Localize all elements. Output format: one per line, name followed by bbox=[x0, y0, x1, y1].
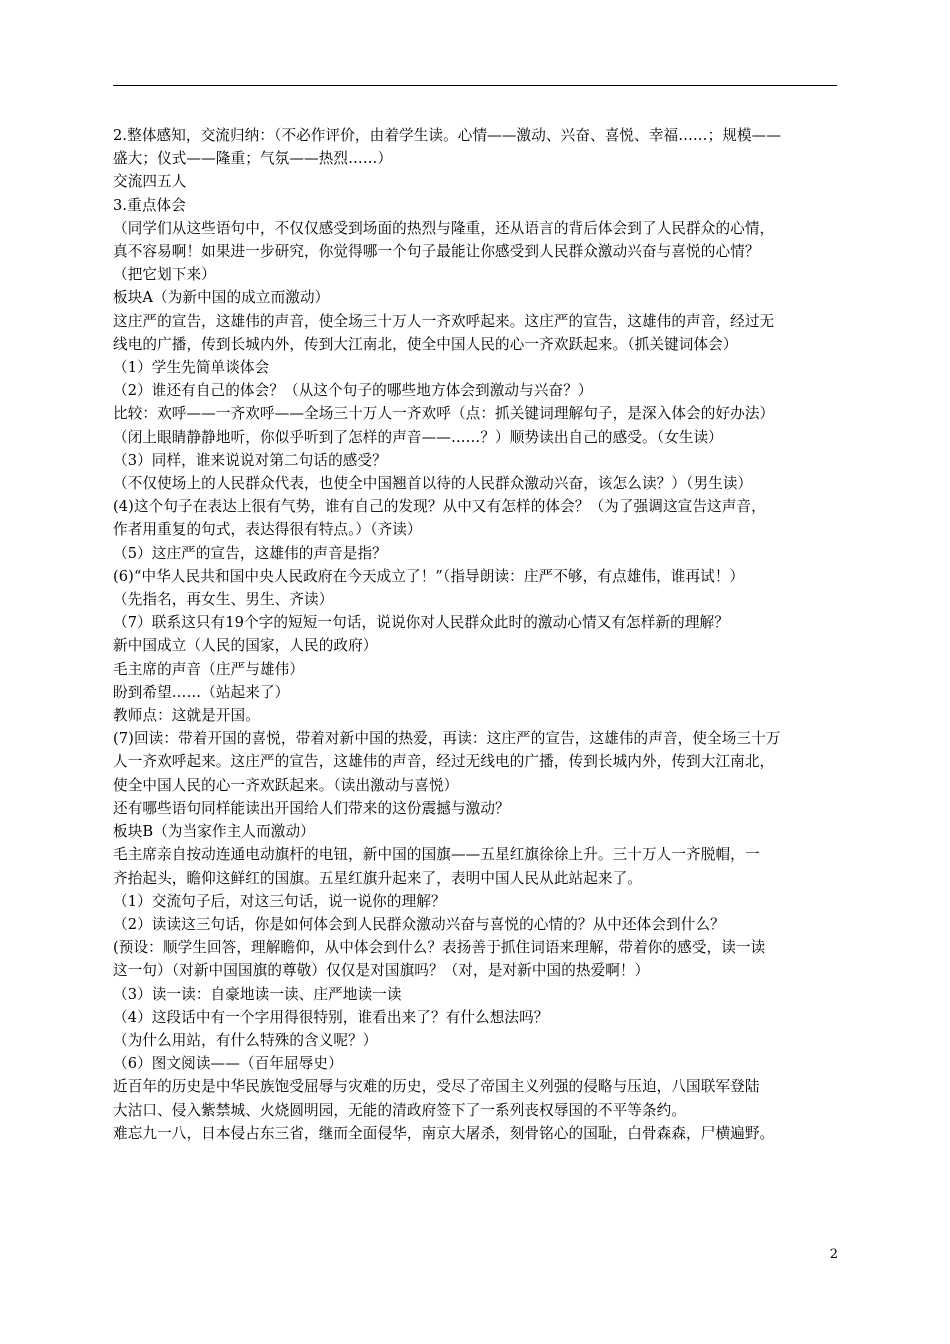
header-rule bbox=[113, 85, 837, 86]
document-body bbox=[113, 124, 839, 1145]
text-line: 板块B（为当家作主人而激动） bbox=[113, 823, 315, 841]
text-line: 齐抬起头，瞻仰这鲜红的国旗。五星红旗升起来了，表明中国人民从此站起来了。 bbox=[113, 869, 642, 887]
text-line: 3.重点体会 bbox=[113, 196, 186, 214]
text-line: （闭上眼睛静静地听，你似乎听到了怎样的声音——……？）顺势读出自己的感受。（女生读） bbox=[113, 428, 723, 446]
text-line: 这一句）（对新中国国旗的尊敬）仅仅是对国旗吗？（对，是对新中国的热爱啊！） bbox=[113, 962, 650, 980]
text-line: 难忘九一八，日本侵占东三省，继而全面侵华，南京大屠杀，刻骨铭心的国耻，白骨森森，尸横遍野。 bbox=[113, 1124, 775, 1142]
text-line: 盼到希望……（站起来了） bbox=[113, 683, 290, 701]
text-line: (预设：顺学生回答，理解瞻仰，从中体会到什么？表扬善于抓住词语来理解，带着你的感受，读一读 bbox=[113, 939, 766, 957]
text-line: 这庄严的宣告，这雄伟的声音，使全场三十万人一齐欢呼起来。这庄严的宣告，这雄伟的声音，经过无 bbox=[113, 312, 775, 330]
text-line: （5）这庄严的宣告，这雄伟的声音是指？ bbox=[113, 544, 387, 562]
text-line: （同学们从这些语句中，不仅仅感受到场面的热烈与隆重，还从语言的背后体会到了人民群众的心情， bbox=[113, 219, 775, 237]
text-line: 毛主席亲自按动连通电动旗杆的电钮，新中国的国旗——五星红旗徐徐上升。三十万人一齐脱帽，一 bbox=[113, 846, 760, 864]
text-line: 毛主席的声音（庄严与雄伟） bbox=[113, 660, 305, 678]
text-line: （7）联系这只有19个字的短短一句话，说说你对人民群众此时的激动心情又有怎样新的理解？ bbox=[113, 614, 729, 632]
text-line: 人一齐欢呼起来。这庄严的宣告，这雄伟的声音，经过无线电的广播，传到长城内外，传到大江南北， bbox=[113, 753, 775, 771]
text-line: 近百年的历史是中华民族饱受屈辱与灾难的历史，受尽了帝国主义列强的侵略与压迫，八国联军登陆 bbox=[113, 1078, 760, 1096]
text-line: 使全中国人民的心一齐欢跃起来。（读出激动与喜悦） bbox=[113, 776, 459, 794]
text-line: （先指名，再女生、男生、齐读） bbox=[113, 591, 334, 609]
text-line: （1）交流句子后，对这三句话，说一说你的理解？ bbox=[113, 892, 446, 910]
text-line: 还有哪些语句同样能读出开国给人们带来的这份震撼与激动？ bbox=[113, 799, 510, 817]
text-line: 盛大；仪式——隆重；气氛——热烈……） bbox=[113, 150, 393, 168]
text-line: 比较：欢呼——一齐欢呼——全场三十万人一齐欢呼（点：抓关键词理解句子，是深入体会的好办法） bbox=[113, 405, 775, 423]
page-number: 2 bbox=[829, 1247, 838, 1262]
text-line: （6）图文阅读——（百年屈辱史） bbox=[113, 1055, 343, 1073]
text-line: （4）这段话中有一个字用得很特别，谁看出来了？有什么想法吗？ bbox=[113, 1008, 549, 1026]
text-line: （3）读一读：自豪地读一读、庄严地读一读 bbox=[113, 985, 402, 1003]
text-line: （2）读读这三句话，你是如何体会到人民群众激动兴奋与喜悦的心情的？从中还体会到什么？ bbox=[113, 915, 725, 933]
text-line: 新中国成立（人民的国家，人民的政府） bbox=[113, 637, 378, 655]
text-line: (6)“中华人民共和国中央人民政府在今天成立了！”（指导朗读：庄严不够，有点雄伟，谁再试！） bbox=[113, 567, 745, 585]
text-line: （为什么用站，有什么特殊的含义呢？） bbox=[113, 1031, 378, 1049]
text-line: 大沽口、侵入紫禁城、火烧圆明园，无能的清政府签下了一系列丧权辱国的不平等条约。 bbox=[113, 1101, 687, 1119]
text-line: （不仅使场上的人民群众代表，也使全中国翘首以待的人民群众激动兴奋，该怎么读？）（男生读） bbox=[113, 475, 753, 493]
text-line: 教师点：这就是开国。 bbox=[113, 707, 260, 725]
text-line: 交流四五人 bbox=[113, 173, 187, 191]
text-line: (4)这个句子在表达上很有气势，谁有自己的发现？从中又有怎样的体会？（为了强调这宣告这声音， bbox=[113, 498, 766, 516]
text-line: （1）学生先简单谈体会 bbox=[113, 359, 270, 377]
text-line: 板块A（为新中国的成立而激动） bbox=[113, 289, 330, 307]
text-line: 2.整体感知，交流归纳：（不必作评价，由着学生读。心情——激动、兴奋、喜悦、幸福……；规模—— bbox=[113, 127, 782, 144]
text-line: （3）同样，谁来说说对第二句话的感受？ bbox=[113, 451, 387, 469]
text-line: 线电的广播，传到长城内外，传到大江南北，使全中国人民的心一齐欢跃起来。（抓关键词体会） bbox=[113, 335, 738, 353]
text-line: （把它划下来） bbox=[113, 266, 216, 284]
text-line: （2）谁还有自己的体会？（从这个句子的哪些地方体会到激动与兴奋？） bbox=[113, 382, 593, 400]
text-line: 作者用重复的句式，表达得很有特点。）（齐读） bbox=[113, 521, 422, 539]
text-line: 真不容易啊！如果进一步研究，你觉得哪一个句子最能让你感受到人民群众激动兴奋与喜悦的心情？ bbox=[113, 243, 760, 261]
text-line: (7)回读：带着开国的喜悦，带着对新中国的热爱，再读：这庄严的宣告，这雄伟的声音，使全场三十万 bbox=[113, 730, 781, 748]
